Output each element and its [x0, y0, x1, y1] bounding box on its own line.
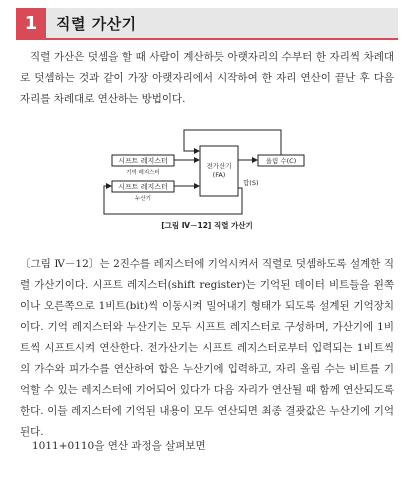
- register-a-sub: 기억 레지스터: [126, 170, 160, 176]
- body-paragraph: 〔그림 Ⅳ－12〕는 2진수를 레지스터에 기억시켜서 직렬로 덧셈하도록 설계한 직렬 가산기이다. 시프트 레지스터(shift register)는 기억된 데이터 비트들을 왼쪽이나 오른쪽으로 1비트(bit)씩 이동시켜 밀어내기 형태가 되도록 설계된 기억장치이다. 기억 레지스터와 누산기는 모두 시프트 레지스터로 구성하며, 가산기에 1비트씩 시프트시켜 연산한다. 전가산기는 시프트 레지스터로부터 입력되는 1비트씩의 가수와 피가수를 연산하여 합은 누산기에 입력하고, 자리 올림 수는 비트를 기억할 수 있는 레지스터에 기어되어 있다가 다음 자리가 연산될 때 함께 연산되도록 한다. 이들 레지스터에 기억된 내용이 모두 연산되면 최종 결괏값은 누산기에 기억된다.: [20, 258, 394, 438]
- serial-adder-diagram: [100, 122, 340, 220]
- register-b-title: 시프트 레지스터: [118, 183, 168, 191]
- section-title: 직렬 가산기: [56, 14, 137, 33]
- figure-caption: [그림 Ⅳ－12] 직렬 가산기: [161, 221, 253, 230]
- section-header: [16, 8, 398, 38]
- register-b-sub: 누산기: [135, 196, 151, 202]
- intro-paragraph: 직렬 가산은 덧셈을 할 때 사람이 계산하듯 아랫자리의 수부터 한 자리씩 차례대로 덧셈하는 것과 같이 가장 아랫자리에서 시작하여 한 자리 연산이 끝난 후 다음 자리를 차례대로 연산하는 방법이다.: [20, 51, 394, 105]
- full-adder-line1: 전가산기: [206, 162, 232, 170]
- section-number: 1: [16, 8, 46, 38]
- register-a-title: 시프트 레지스터: [118, 157, 168, 165]
- full-adder-line2: (FA): [212, 171, 226, 179]
- carry-label: 올림 수(C): [265, 157, 297, 165]
- section-divider: [16, 38, 398, 40]
- sum-label: 합(S): [243, 179, 259, 187]
- closing-line: 1011+0110을 연산 과정을 살펴보면: [32, 440, 206, 452]
